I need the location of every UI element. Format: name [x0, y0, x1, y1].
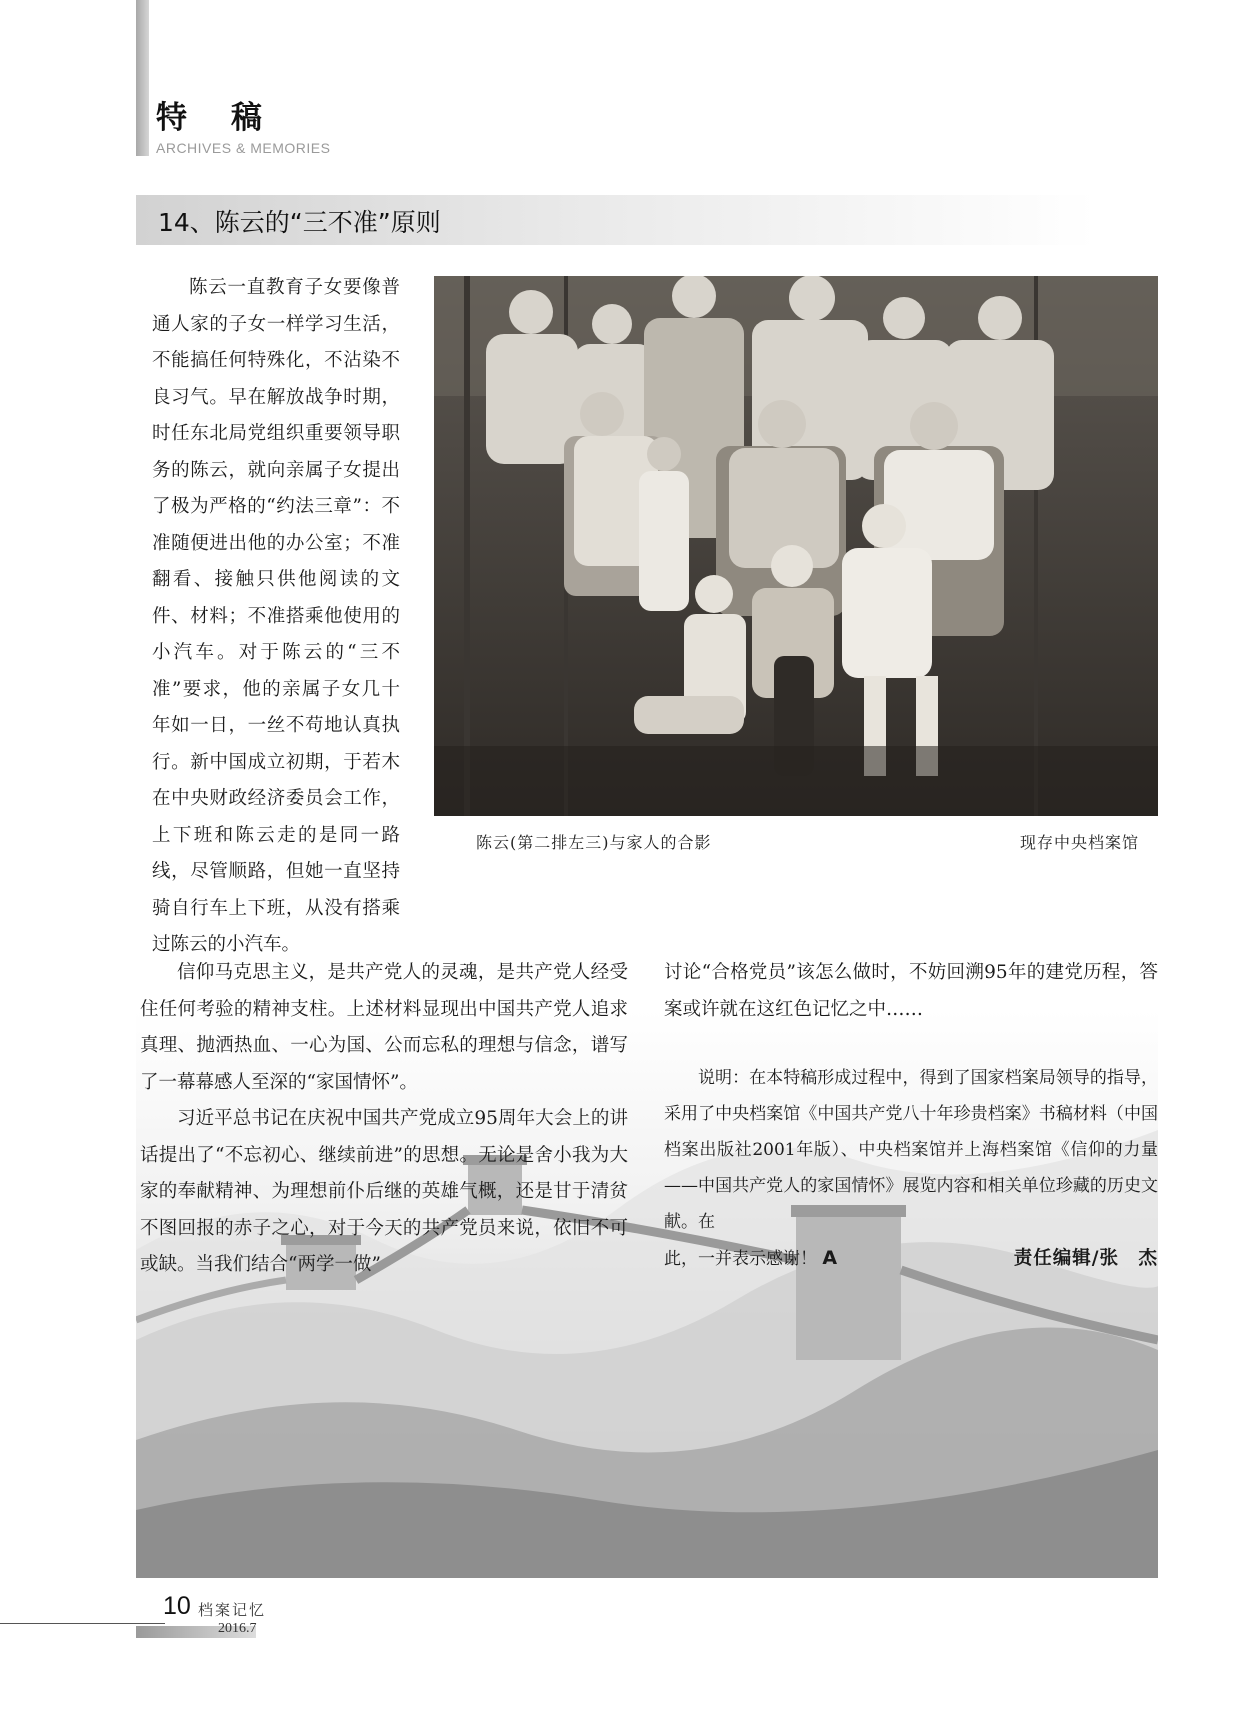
footer-rule — [0, 1623, 165, 1624]
acknowledgement-closing — [664, 1240, 837, 1277]
photo-caption: 陈云(第二排左三)与家人的合影 — [476, 833, 712, 852]
conclusion-left-column — [140, 955, 628, 1284]
issue-date: 2016.7 — [218, 1621, 257, 1636]
family-photo-illustration — [434, 276, 1158, 816]
end-mark-icon: A — [822, 1247, 838, 1269]
intro-column — [152, 270, 400, 964]
acknowledgement-thanks: 此，一并表示感谢！ — [664, 1249, 817, 1269]
responsible-editor: 责任编辑/张 杰 — [1013, 1247, 1158, 1269]
article-heading: 14、陈云的“三不准”原则 — [158, 208, 441, 237]
section-marker-bar — [136, 0, 149, 156]
photo-credit: 现存中央档案馆 — [1020, 833, 1140, 852]
acknowledgement-last-line — [664, 1240, 1158, 1277]
family-photo — [434, 276, 1158, 816]
conclusion-paragraph-1: 信仰马克思主义，是共产党人的灵魂，是共产党人经受住任何考验的精神支柱。上述材料显现出中国共产党人追求真理、抛洒热血、一心为国、公而忘私的理想与信念，谱写了一幕幕感人至深的“家国情怀”。 — [140, 962, 628, 1093]
conclusion-paragraph-2: 习近平总书记在庆祝中国共产党成立95周年大会上的讲话提出了“不忘初心、继续前进”的思想。无论是舍小我为大家的奉献精神、为理想前仆后继的英雄气概，还是甘于清贫不图回报的赤子之心，对于今天的共产党员来说，依旧不可或缺。当我们结合“两学一做” — [140, 1108, 628, 1275]
acknowledgement-text: 说明：在本特稿形成过程中，得到了国家档案局领导的指导，采用了中央档案馆《中国共产党八十年珍贵档案》书稿材料（中国档案出版社2001年版）、中央档案馆并上海档案馆《信仰的力量——中国共产党人的家国情怀》展览内容和相关单位珍藏的历史文献。在 — [664, 1068, 1158, 1232]
section-subtitle: ARCHIVES & MEMORIES — [156, 140, 331, 156]
conclusion-paragraph-3: 讨论“合格党员”该怎么做时，不妨回溯95年的建党历程，答案或许就在这红色记忆之中…… — [664, 962, 1158, 1020]
acknowledgement-note — [664, 1060, 1158, 1277]
page-number: 10 — [163, 1592, 191, 1620]
magazine-name: 档案记忆 — [198, 1601, 267, 1619]
conclusion-right-column — [664, 955, 1158, 1028]
article-heading-bar — [136, 195, 1096, 245]
section-title: 特稿 — [156, 100, 306, 136]
intro-paragraph: 陈云一直教育子女要像普通人家的子女一样学习生活，不能搞任何特殊化，不沾染不良习气。早在解放战争时期，时任东北局党组织重要领导职务的陈云，就向亲属子女提出了极为严格的“约法三章”：不准随便进出他的办公室；不准翻看、接触只供他阅读的文件、材料；不准搭乘他使用的小汽车。对于陈云的“三不准”要求，他的亲属子女几十年如一日，一丝不苟地认真执行。新中国成立初期，于若木在中央财政经济委员会工作，上下班和陈云走的是同一路线，尽管顺路，但她一直坚持骑自行车上下班，从没有搭乘过陈云的小汽车。 — [152, 277, 400, 955]
